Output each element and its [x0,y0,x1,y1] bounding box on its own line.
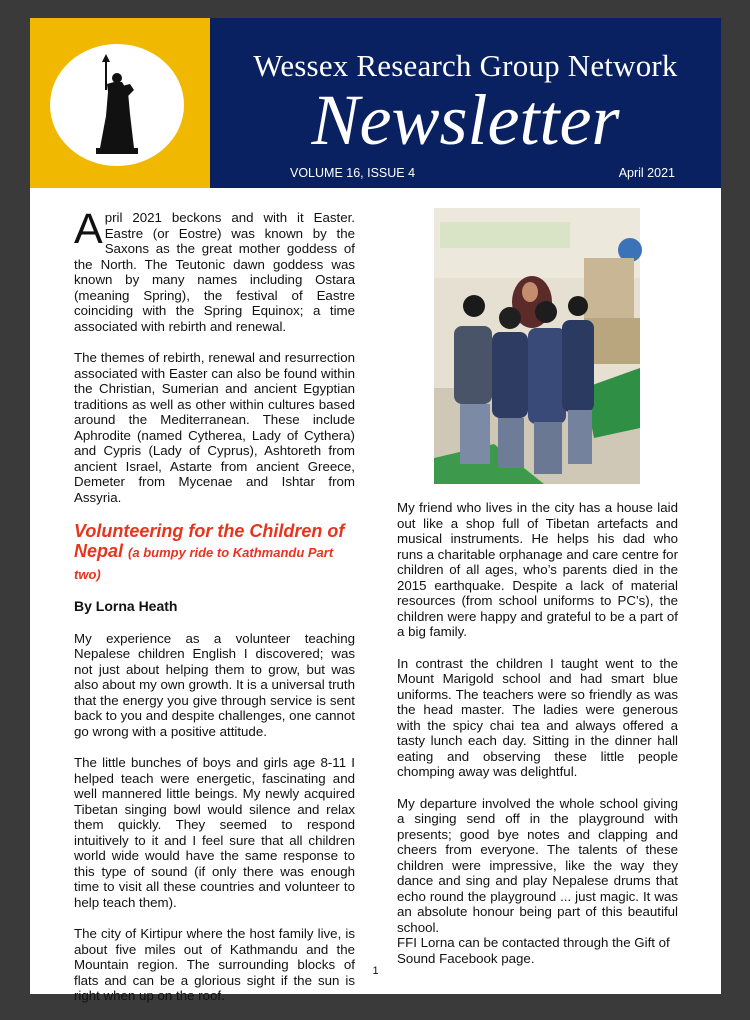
article-paragraph: In contrast the children I taught went to the Mount Marigold school and had smart blue uniforms. The teachers were so friendly as was the head master. The ladies were generous with the spicy chai tea and always offered a tasty lunch each day. Sitting in the dinner hall eating and observing these little people chomping away was delightful. [397,655,678,779]
intro-paragraph-2: The themes of rebirth, renewal and resurrection associated with Easter can also be found within the Christian, Sumerian and ancient Egyptian traditions as well as other within cultures based around the Mediterranean. These include Aphrodite (named Cytherea, Lady of Cythera) and Cypris (Lady of Cyprus), Ashtoreth from ancient Israel, Astarte from ancient Greece, Demeter from Mycenae and Ishtar from Assyria. [74,350,355,505]
newsletter-page [30,18,721,1003]
issue-date: April 2021 [618,166,675,180]
intro-text-1: pril 2021 beckons and with it Easter. Eastre (or Eostre) was known by the Saxons as the great mother goddess of the North. The Teutonic dawn goddess was known by many names including Ostara (meaning Spring), the festival of Eastre coinciding with the Spring Equinox; a time associated with rebirth and renewal. [74,210,355,334]
newsletter-title: Newsletter [311,80,620,160]
logo-panel [30,18,210,188]
left-column [74,205,355,1020]
logo-emblem [50,44,184,166]
contact-line: FFI Lorna can be contacted through the Gift of Sound Facebook page. [397,935,670,966]
volume-issue: VOLUME 16, ISSUE 4 [290,166,416,180]
article-byline: By Lorna Heath [74,598,178,614]
article-paragraph: My departure involved the whole school giving a singing send off in the playground with presents; good bye notes and clapping and cheers from everyone. The talents of these children were impressive, like the way they dance and sing and play Nepalese drums that echo round the playground ... just magic. It was an absolute honour being part of this beautiful school. [397,795,678,935]
classroom-photo [434,208,640,484]
article-headline [74,521,355,585]
statue-logo-icon [50,44,184,166]
children-group-photo [434,208,640,484]
article-title: Volunteering for the Children of Nepal [74,521,345,561]
intro-paragraph-1 [74,205,355,334]
org-name: Wessex Research Group Network [253,48,678,83]
right-column [397,500,678,982]
article-paragraph: The city of Kirtipur where the host family live, is about five miles out of Kathmandu and the Mountain region. The surrounding blocks of flats and can be a glorious sight if the sun is right when up on the roof. [74,926,355,1003]
page-number: 1 [372,965,379,977]
masthead [210,18,721,188]
article-paragraph: The little bunches of boys and girls age 8-11 I helped teach were energetic, fascinating and well mannered little beings. My newly acquired Tibetan singing bowl would silence and relax them quickly. They seemed to respond intuitively to it and I feel sure that all children world wide would have the same response to this type of sound (if only there was enough time to visit all these countries and volunteer to help teach them). [74,755,355,910]
article-subtitle: (a bumpy ride to Kathmandu Part two) [74,545,334,582]
drop-cap: A [74,205,103,253]
article-paragraph: My experience as a volunteer teaching Nepalese children English I discovered; was not just about helping them to grow, but was also about my own growth. It is a universal truth that the energy you give through service is sent back to you and despite challenges, one cannot go wrong with a positive attitude. [74,630,355,739]
article-paragraph: My friend who lives in the city has a house laid out like a shop full of Tibetan artefacts and musical instruments. He helps his dad who runs a charitable orphanage and care centre for children of all ages, who’s parents died in the 2015 earthquake. Despite a lack of material resources (from school uniforms to PC’s), the children were happy and grateful to be a part of a big family. [397,500,678,639]
